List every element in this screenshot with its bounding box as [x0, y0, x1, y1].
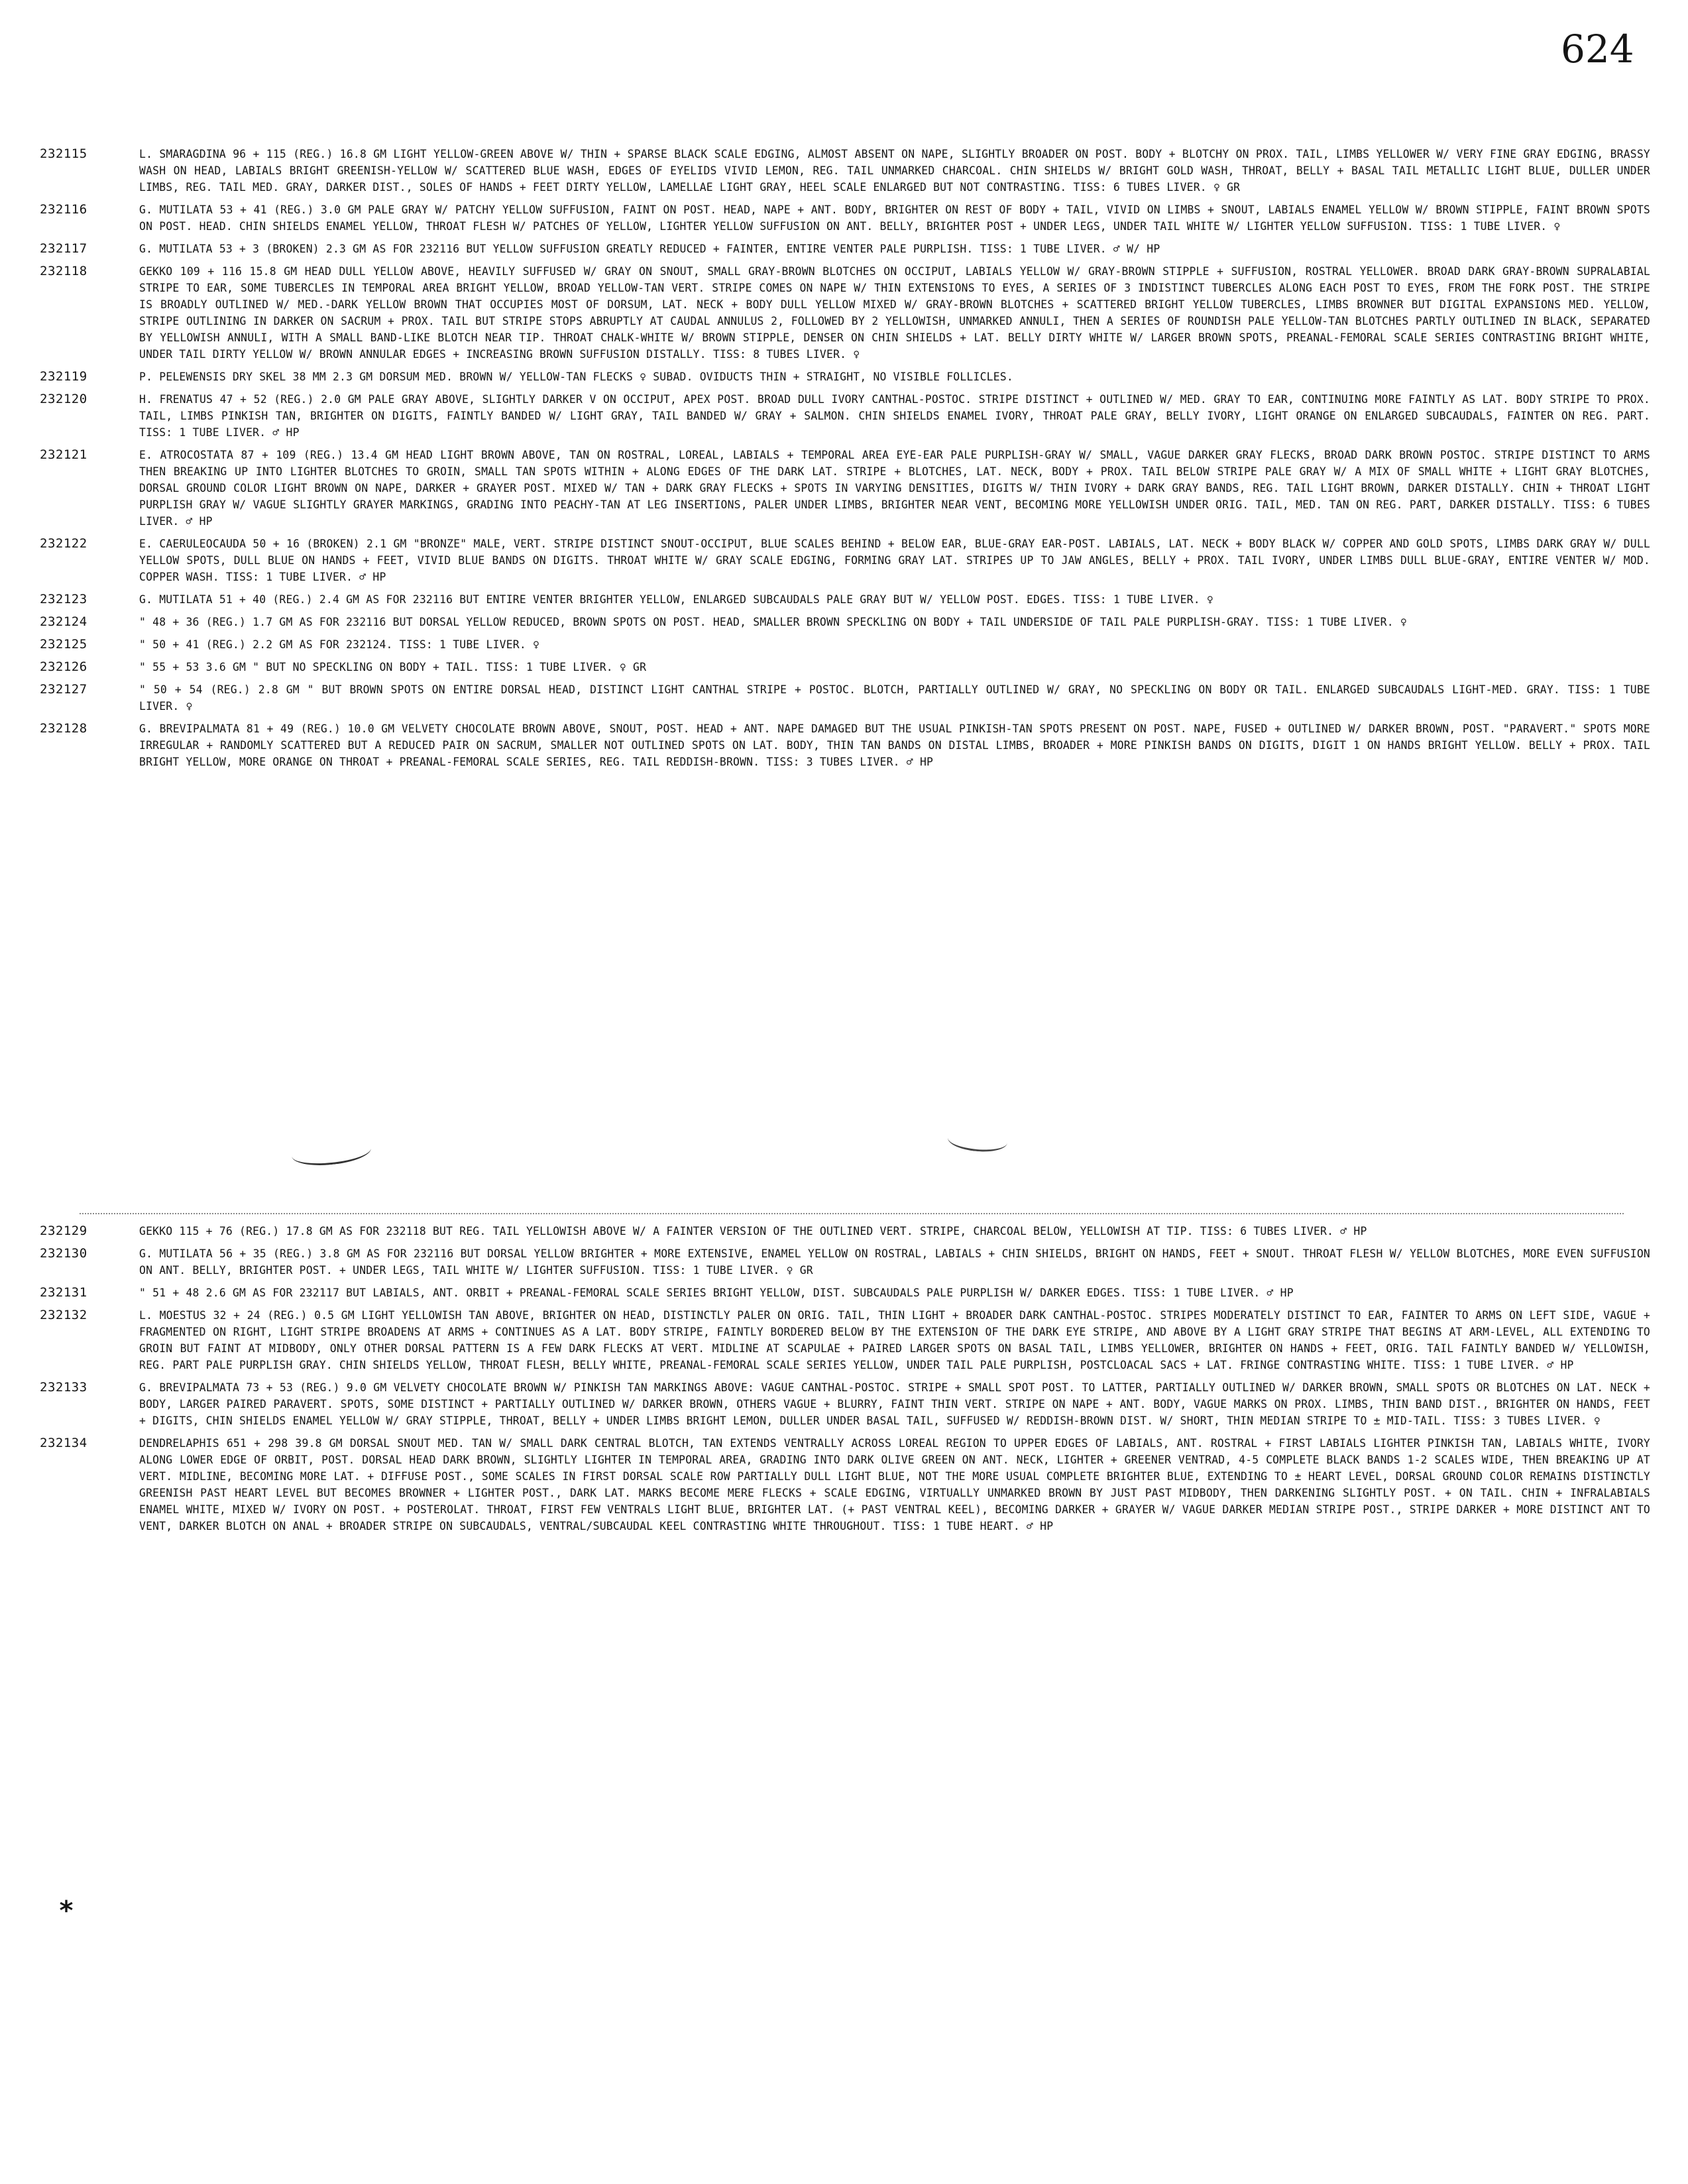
- entry-text: E. ATROCOSTATA 87 + 109 (REG.) 13.4 GM HEAD LIGHT BROWN ABOVE, TAN ON ROSTRAL, LOREAL, LABIALS + TEMPORAL AREA EYE-EAR PALE PURPLISH-GRAY W/ SMALL, VAGUE DARKER GRAY FLECKS, BROAD DARK BROWN POSTOC. STRIPE DISTINCT TO ARMS THEN BREAKING UP INTO LIGHTER BLOTCHES TO GROIN, SMALL TAN SPOTS WITHIN + ALONG EDGES OF THE DARK LAT. STRIPE + BLOTCHES, LAT. NECK, BODY + PROX. TAIL BELOW STRIPE PALE GRAY W/ A MIX OF SMALL WHITE + LIGHT GRAY BLOTCHES, DORSAL GROUND COLOR LIGHT BROWN ON NAPE, DARKER + GRAYER POST. MIXED W/ TAN + DARK GRAY FLECKS + SPOTS IN VARYING DENSITIES, DIGITS W/ THIN IVORY + DARK GRAY BANDS, REG. TAIL LIGHT BROWN, DARKER DISTALLY. CHIN + THROAT LIGHT PURPLISH GRAY W/ VAGUE SLIGHTLY GRAYER MARKINGS, GRADING INTO PEACHY-TAN AT LEG INSERTIONS, PALER UNDER LIMBS, BRIGHTER NEAR VENT, BECOMING MORE YELLOWISH UNDER ORIG. TAIL, MED. TAN ON REG. PART, DARKER DISTALLY. TISS: 6 TUBES LIVER. ♂ HP: [139, 449, 1650, 528]
- entry-text: G. MUTILATA 53 + 3 (BROKEN) 2.3 GM AS FOR 232116 BUT YELLOW SUFFUSION GREATLY REDUCED + FAINTER, ENTIRE VENTER PALE PURPLISH. TISS: 1 TUBE LIVER. ♂ W/ HP: [139, 243, 1160, 255]
- catalog-entry: [40, 614, 1650, 630]
- entry-number: 232127: [40, 682, 87, 697]
- entry-text: E. CAERULEOCAUDA 50 + 16 (BROKEN) 2.1 GM "BRONZE" MALE, VERT. STRIPE DISTINCT SNOUT-OCCIPUT, BLUE SCALES BEHIND + BELOW EAR, BLUE-GRAY EAR-POST. LABIALS, LAT. NECK + BODY BLACK W/ COPPER AND GOLD SPOTS, LIMBS DARK GRAY W/ DULL YELLOW SPOTS, DULL BLUE ON HANDS + FEET, VIVID BLUE BANDS ON DIGITS. THROAT WHITE W/ GRAY SCALE EDGING, FORMING GRAY LAT. STRIPES UP TO JAW ANGLES, BELLY + PROX. TAIL IVORY, UNDER LIMBS DULL BLUE-GRAY, ENTIRE VENTER W/ MOD. COPPER WASH. TISS: 1 TUBE LIVER. ♂ HP: [139, 538, 1650, 583]
- page-fold-mark: [947, 1127, 1009, 1154]
- entry-number: 232121: [40, 447, 87, 462]
- page-fold-mark: [290, 1136, 372, 1169]
- catalog-entry: [40, 263, 1650, 363]
- entry-number: 232125: [40, 637, 87, 652]
- catalog-entry: [40, 536, 1650, 585]
- entry-number: 232134: [40, 1436, 87, 1450]
- entry-number: 232130: [40, 1246, 87, 1261]
- entry-number: 232115: [40, 146, 87, 161]
- catalog-entry: [40, 1245, 1650, 1279]
- catalog-entry: [40, 391, 1650, 441]
- catalog-entry: [40, 447, 1650, 530]
- entry-number: 232129: [40, 1224, 87, 1238]
- entry-text: " 50 + 54 (REG.) 2.8 GM " BUT BROWN SPOTS ON ENTIRE DORSAL HEAD, DISTINCT LIGHT CANTHAL STRIPE + POSTOC. BLOTCH, PARTIALLY OUTLINED W/ GRAY, NO SPECKLING ON BODY OR TAIL. ENLARGED SUBCAUDALS LIGHT-MED. GRAY. TISS: 1 TUBE LIVER. ♀: [139, 683, 1650, 713]
- catalog-entry: [40, 1223, 1650, 1239]
- catalog-entry: [40, 1379, 1650, 1429]
- catalog-entry: [40, 241, 1650, 257]
- entry-number: 232124: [40, 614, 87, 629]
- catalog-entry: [40, 591, 1650, 608]
- entry-number: 232119: [40, 369, 87, 384]
- page-number: 624: [1561, 27, 1634, 72]
- catalog-entry: [40, 1285, 1650, 1301]
- entry-text: L. MOESTUS 32 + 24 (REG.) 0.5 GM LIGHT YELLOWISH TAN ABOVE, BRIGHTER ON HEAD, DISTINCTLY PALER ON ORIG. TAIL, THIN LIGHT + BROADER DARK CANTHAL-POSTOC. STRIPES MODERATELY DISTINCT TO EAR, FAINTER TO ARMS ON LEFT SIDE, VAGUE + FRAGMENTED ON RIGHT, LIGHT STRIPE BROADENS AT ARMS + CONTINUES AS A LAT. BODY STRIPE, FAINTLY BORDERED BELOW BY THE EXTENSION OF THE DARK EYE STRIPE, AND ABOVE BY A LIGHT GRAY STRIPE THAT BEGINS AT ARM-LEVEL, ALL EXTENDING TO GROIN BUT FAINT AT MIDBODY, ONLY OTHER DORSAL PATTERN IS A FEW DARK FLECKS AT VERT. MIDLINE AT SCAPULAE + PAIRED LARGER SPOTS ON BASAL TAIL, LIMBS YELLOWER, BRIGHTER ON HANDS + FEET, ORIG. TAIL FAINTLY BANDED W/ YELLOWISH, REG. PART PALE PURPLISH GRAY. CHIN SHIELDS YELLOW, THROAT FLESH, BELLY WHITE, PREANAL-FEMORAL SCALE SERIES YELLOW, UNDER TAIL PALE PURPLISH, POSTCLOACAL SACS + LAT. FRINGE CONTRASTING WHITE. TISS: 1 TUBE LIVER. ♂ HP: [139, 1309, 1650, 1371]
- entry-number: 232123: [40, 592, 87, 606]
- entry-number: 232133: [40, 1380, 87, 1395]
- entry-text: GEKKO 109 + 116 15.8 GM HEAD DULL YELLOW ABOVE, HEAVILY SUFFUSED W/ GRAY ON SNOUT, SMALL GRAY-BROWN BLOTCHES ON OCCIPUT, LABIALS YELLOW W/ GRAY-BROWN STIPPLE + SUFFUSION, ROSTRAL YELLOWER. BROAD DARK GRAY-BROWN SUPRALABIAL STRIPE TO EAR, SOME TUBERCLES IN TEMPORAL AREA BRIGHT YELLOW, BROAD YELLOW-TAN VERT. STRIPE COMES ON NAPE W/ THIN EXTENSIONS TO EYES, A SERIES OF 3 INDISTINCT TUBERCLES ALONG EACH POST TO EYES, FROM THE FORK POST. THE STRIPE IS BROADLY OUTLINED W/ MED.-DARK YELLOW BROWN THAT OCCUPIES MOST OF DORSUM, LAT. NECK + BODY DULL YELLOW MIXED W/ GRAY-BROWN BLOTCHES + SCATTERED BRIGHT YELLOW TUBERCLES, LIMBS BROWNER BUT DIGITAL EXPANSIONS MED. YELLOW, STRIPE OUTLINING IN DARKER ON SACRUM + PROX. TAIL BUT STRIPE STOPS ABRUPTLY AT CAUDAL ANNULUS 2, FOLLOWED BY 2 YELLOWISH, UNMARKED ANNULI, THEN A SERIES OF ROUNDISH PALE YELLOW-TAN BLOTCHES PARTLY OUTLINED IN BLACK, SEPARATED BY YELLOWISH ANNULI, WITH A SMALL BAND-LIKE BLOTCH NEAR TIP. THROAT CHALK-WHITE W/ BROWN STIPPLE, DENSER ON CHIN SHIELDS + LAT. BELLY DIRTY WHITE W/ LARGER BROWN SPOTS, PREANAL-FEMORAL SCALE SERIES CONTRASTING BRIGHT WHITE, UNDER TAIL DIRTY YELLOW W/ BROWN ANNULAR EDGES + INCREASING BROWN SUFFUSION DISTALLY. TISS: 8 TUBES LIVER. ♀: [139, 265, 1650, 361]
- notes-block-upper: [40, 146, 1650, 776]
- scan-divider-line: [80, 1213, 1624, 1214]
- entry-number: 232128: [40, 721, 87, 736]
- entry-text: " 55 + 53 3.6 GM " BUT NO SPECKLING ON BODY + TAIL. TISS: 1 TUBE LIVER. ♀ GR: [139, 661, 647, 673]
- entry-text: " 48 + 36 (REG.) 1.7 GM AS FOR 232116 BUT DORSAL YELLOW REDUCED, BROWN SPOTS ON POST. HEAD, SMALLER BROWN SPECKLING ON BODY + TAIL UNDERSIDE OF TAIL PALE PURPLISH-GRAY. TISS: 1 TUBE LIVER. ♀: [139, 616, 1407, 628]
- entry-number: 232131: [40, 1285, 87, 1300]
- entry-text: GEKKO 115 + 76 (REG.) 17.8 GM AS FOR 232118 BUT REG. TAIL YELLOWISH ABOVE W/ A FAINTER VERSION OF THE OUTLINED VERT. STRIPE, CHARCOAL BELOW, YELLOWISH AT TIP. TISS: 6 TUBES LIVER. ♂ HP: [139, 1225, 1367, 1237]
- catalog-entry: [40, 369, 1650, 385]
- entry-text: G. BREVIPALMATA 81 + 49 (REG.) 10.0 GM VELVETY CHOCOLATE BROWN ABOVE, SNOUT, POST. HEAD + ANT. NAPE DAMAGED BUT THE USUAL PINKISH-TAN SPOTS PRESENT ON POST. NAPE, FUSED + OUTLINED W/ DARKER BROWN, POST. "PARAVERT." SPOTS MORE IRREGULAR + RANDOMLY SCATTERED BUT A REDUCED PAIR ON SACRUM, SMALLER NOT OUTLINED SPOTS ON LAT. BODY, THIN TAN BANDS ON DISTAL LIMBS, BROADER + MORE PINKISH BANDS ON DIGITS, DIGIT 1 ON HANDS BRIGHT YELLOW. BELLY + PROX. TAIL BRIGHT YELLOW, MORE ORANGE ON THROAT + PREANAL-FEMORAL SCALE SERIES, REG. TAIL REDDISH-BROWN. TISS: 3 TUBES LIVER. ♂ HP: [139, 722, 1650, 768]
- entry-text: H. FRENATUS 47 + 52 (REG.) 2.0 GM PALE GRAY ABOVE, SLIGHTLY DARKER V ON OCCIPUT, APEX POST. BROAD DULL IVORY CANTHAL-POSTOC. STRIPE DISTINCT + OUTLINED W/ MED. GRAY TO EAR, CONTINUING MORE FAINTLY AS LAT. BODY STRIPE TO PROX. TAIL, LIMBS PINKISH TAN, BRIGHTER ON DIGITS, FAINTLY BANDED W/ LIGHT GRAY, TAIL BANDED W/ GRAY + SALMON. CHIN SHIELDS ENAMEL IVORY, THROAT PALE GRAY, BELLY IVORY, LIGHT ORANGE ON ENLARGED SUBCAUDALS, FAINTER ON REG. PART. TISS: 1 TUBE LIVER. ♂ HP: [139, 393, 1650, 439]
- entry-text: G. MUTILATA 53 + 41 (REG.) 3.0 GM PALE GRAY W/ PATCHY YELLOW SUFFUSION, FAINT ON POST. HEAD, NAPE + ANT. BODY, BRIGHTER ON REST OF BODY + TAIL, VIVID ON LIMBS + SNOUT, LABIALS ENAMEL YELLOW W/ BROWN STIPPLE, FAINT BROWN SPOTS ON POST. HEAD. CHIN SHIELDS ENAMEL YELLOW, THROAT FLESH W/ PATCHES OF YELLOW, LIGHTER YELLOW SUFFUSION ON ANT. BELLY, BRIGHTER POST + UNDER LEGS, UNDER TAIL WHITE W/ LIGHTER YELLOW SUFFUSION. TISS: 1 TUBE LIVER. ♀: [139, 203, 1650, 233]
- entry-text: G. BREVIPALMATA 73 + 53 (REG.) 9.0 GM VELVETY CHOCOLATE BROWN W/ PINKISH TAN MARKINGS ABOVE: VAGUE CANTHAL-POSTOC. STRIPE + SMALL SPOT POST. TO LATTER, PARTIALLY OUTLINED W/ DARKER BROWN, SMALL SPOTS OR BLOTCHES ON LAT. NECK + BODY, LARGER PAIRED PARAVERT. SPOTS, SOME DISTINCT + PARTIALLY OUTLINED W/ DARKER BROWN, OTHERS VAGUE + BLURRY, FAINT THIN VERT. STRIPE ON NAPE + ANT. BODY, VAGUE MARKS ON PROX. LIMBS, THIN BAND DIST., BRIGHTER ON HANDS, FEET + DIGITS, CHIN SHIELDS ENAMEL YELLOW W/ GRAY STIPPLE, THROAT, BELLY + UNDER LIMBS BRIGHT LEMON, DULLER UNDER BASAL TAIL, SUFFUSED W/ REDDISH-BROWN DIST. W/ SHORT, THIN MEDIAN STRIPE TO ± MID-TAIL. TISS: 3 TUBES LIVER. ♀: [139, 1381, 1650, 1427]
- entry-number: 232120: [40, 392, 87, 406]
- catalog-entry: [40, 659, 1650, 675]
- entry-number: 232118: [40, 264, 87, 278]
- entry-text: " 50 + 41 (REG.) 2.2 GM AS FOR 232124. TISS: 1 TUBE LIVER. ♀: [139, 638, 540, 651]
- entry-number: 232126: [40, 660, 87, 674]
- notes-block-lower: [40, 1223, 1650, 1540]
- entry-text: G. MUTILATA 56 + 35 (REG.) 3.8 GM AS FOR 232116 BUT DORSAL YELLOW BRIGHTER + MORE EXTENSIVE, ENAMEL YELLOW ON ROSTRAL, LABIALS + CHIN SHIELDS, BRIGHT ON HANDS, FEET + SNOUT. THROAT FLESH W/ YELLOW BLOTCHES, MORE EVEN SUFFUSION ON ANT. BELLY, BRIGHTER POST. + UNDER LEGS, TAIL WHITE W/ LIGHTER SUFFUSION. TISS: 1 TUBE LIVER. ♀ GR: [139, 1247, 1650, 1277]
- catalog-entry: [40, 681, 1650, 715]
- catalog-entry: [40, 146, 1650, 196]
- catalog-entry: [40, 1435, 1650, 1534]
- entry-text: L. SMARAGDINA 96 + 115 (REG.) 16.8 GM LIGHT YELLOW-GREEN ABOVE W/ THIN + SPARSE BLACK SCALE EDGING, ALMOST ABSENT ON NAPE, SLIGHTLY BROADER ON POST. BODY + BLOTCHY ON PROX. TAIL, LIMBS YELLOWER W/ VERY FINE GRAY EDGING, BRASSY WASH ON HEAD, LABIALS BRIGHT GREENISH-YELLOW W/ SCATTERED BLUE WASH, EDGES OF EYELIDS VIVID LEMON, REG. TAIL UNMARKED CHARCOAL. CHIN SHIELDS W/ BRIGHT GOLD WASH, THROAT, BELLY + BASAL TAIL METALLIC LIGHT BLUE, DULLER UNDER LIMBS, REG. TAIL MED. GRAY, DARKER DIST., SOLES OF HANDS + FEET DIRTY YELLOW, LAMELLAE LIGHT GRAY, HEEL SCALE ENLARGED BUT NOT CONTRASTING. TISS: 6 TUBES LIVER. ♀ GR: [139, 148, 1650, 194]
- entry-text: " 51 + 48 2.6 GM AS FOR 232117 BUT LABIALS, ANT. ORBIT + PREANAL-FEMORAL SCALE SERIES BRIGHT YELLOW, DIST. SUBCAUDALS PALE PURPLISH W/ DARKER EDGES. TISS: 1 TUBE LIVER. ♂ HP: [139, 1287, 1294, 1299]
- entry-number: 232117: [40, 241, 87, 256]
- catalog-entry: [40, 1307, 1650, 1373]
- catalog-entry: [40, 720, 1650, 770]
- catalog-entry: [40, 201, 1650, 235]
- entry-number: 232116: [40, 202, 87, 217]
- catalog-entry: [40, 636, 1650, 653]
- asterisk-mark: *: [58, 1896, 75, 1926]
- entry-number: 232132: [40, 1308, 87, 1322]
- entry-text: P. PELEWENSIS DRY SKEL 38 MM 2.3 GM DORSUM MED. BROWN W/ YELLOW-TAN FLECKS ♀ SUBAD. OVIDUCTS THIN + STRAIGHT, NO VISIBLE FOLLICLES.: [139, 371, 1013, 383]
- entry-text: G. MUTILATA 51 + 40 (REG.) 2.4 GM AS FOR 232116 BUT ENTIRE VENTER BRIGHTER YELLOW, ENLARGED SUBCAUDALS PALE GRAY BUT W/ YELLOW POST. EDGES. TISS: 1 TUBE LIVER. ♀: [139, 593, 1213, 606]
- entry-text: DENDRELAPHIS 651 + 298 39.8 GM DORSAL SNOUT MED. TAN W/ SMALL DARK CENTRAL BLOTCH, TAN EXTENDS VENTRALLY ACROSS LOREAL REGION TO UPPER EDGES OF LABIALS, ANT. ROSTRAL + FIRST LABIALS LIGHTER PINKISH TAN, LABIALS WHITE, IVORY ALONG LOWER EDGE OF ORBIT, POST. DORSAL HEAD DARK BROWN, SLIGHTLY LIGHTER IN TEMPORAL AREA, GRADING INTO DARK OLIVE GREEN ON ANT. NECK, LIGHTER + GREENER VENTRAD, 4-5 COMPLETE BLACK BANDS 1-2 SCALES WIDE, THEN BREAKING UP AT VERT. MIDLINE, BECOMING MORE LAT. + DIFFUSE POST., SOME SCALES IN FIRST DORSAL SCALE ROW PARTIALLY DULL LIGHT BLUE, NOT THE MORE USUAL COMPLETE BRIGHTER BLUE, EXTENDING TO ± HEART LEVEL, DORSAL GROUND COLOR REMAINS DISTINCTLY GREENISH PAST HEART LEVEL BUT BECOMES BROWNER + LIGHTER POST., DARK LAT. MARKS BECOME MERE FLECKS + SCALE EDGING, VIRTUALLY UNMARKED BROWN BY JUST PAST MIDBODY, THEN DARKENING SLIGHTLY POST. + ON TAIL. CHIN + INFRALABIALS ENAMEL WHITE, MIXED W/ IVORY ON POST. + POSTEROLAT. THROAT, FIRST FEW VENTRALS LIGHT BLUE, BRIGHTER LAT. (+ PAST VENTRAL KEEL), BECOMING DARKER + GRAYER W/ VAGUE DARKER MEDIAN STRIPE POST., STRIPE DARKER + MORE DISTINCT ANT TO VENT, DARKER BLOTCH ON ANAL + BROADER STRIPE ON SUBCAUDALS, VENTRAL/SUBCAUDAL KEEL CONTRASTING WHITE THROUGHOUT. TISS: 1 TUBE HEART. ♂ HP: [139, 1437, 1650, 1532]
- entry-number: 232122: [40, 536, 87, 551]
